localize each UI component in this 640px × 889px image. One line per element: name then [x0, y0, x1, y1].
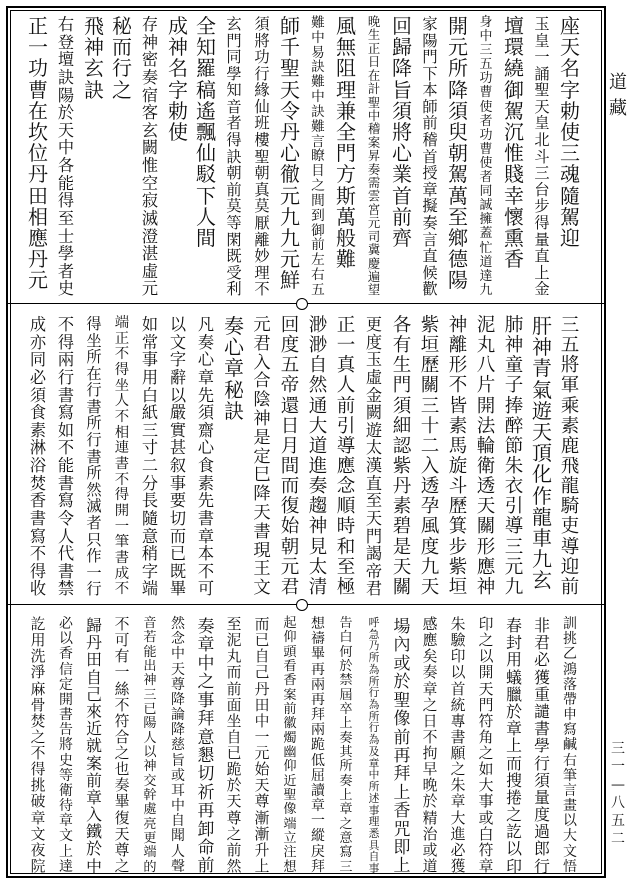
text-column: 三 五 將 軍 乘 素 鹿 飛 龍 騎 吏 導 迎 前	[560, 315, 580, 598]
text-column: 以 文 字 辭 以 嚴 實 甚 叙 事 要 切 而 已 既 畢	[169, 315, 187, 599]
text-column: 師 千 聖 天 令 丹 心 徹 元 九 九 元 鮮	[280, 14, 300, 293]
text-column: 更 度 玉 虛 金 闕 遊 太 漢 直 至 天 門 謁 帝 君	[365, 315, 383, 599]
text-column: 開 元 所 降 須 臾 朝 駕 萬 至 鄉 德 陽	[448, 14, 468, 293]
text-column: 飛 神 玄 訣	[84, 14, 104, 102]
text-column: 肝 神 青 氣 遊 天 頂 化 作 龍 車 九 玄	[532, 314, 552, 593]
text-column: 想 禱 畢 再 兩 再 拜 兩 跪 低 屈 讀 章 一 縱 戾 拜	[311, 616, 325, 875]
page-number: 三 一 — 八 五 二	[611, 741, 625, 847]
text-column: 告 白 何 於 禁 屆 卒 上 奏 其 所 奏 上 章 之 意 寫 三	[339, 616, 353, 875]
text-column: 肺 神 童 子 捧 醉 節 朱 衣 引 導 三 元 九	[504, 315, 524, 598]
text-column: 身 中 三 五 功 曹 使 者 功 曹 使 者 同 誠 擁 蓋 忙 道 達 九	[479, 15, 493, 298]
text-column: 神 離 形 不 皆 素 馬 旋 斗 歷 箕 步 紫 垣	[448, 315, 468, 598]
binding-hole-marker	[296, 599, 308, 611]
text-section-middle	[18, 316, 594, 598]
text-section-bottom	[18, 617, 594, 875]
text-column: 然 念 中 天 尊 降 論 降 慈 旨 或 耳 中 自 聞 人 聲	[171, 616, 185, 875]
text-column: 歸 丹 田 自 己 來 近 就 案 前 章 入 鐵 於 中	[86, 616, 102, 876]
text-column: 非 君 必 獲 重 譴 書 學 行 須 量 度 過 郎 行	[534, 616, 550, 876]
text-column: 必 以 香 信 定 開 書 告 將 史 等 衛 待 章 文 上 達	[59, 616, 73, 875]
text-column: 至 泥 丸 而 前 面 坐 自 已 跪 於 天 尊 之 前 然	[226, 616, 242, 875]
text-column: 回 度 五 帝 還 日 月 間 而 復 始 朝 元 君	[280, 315, 300, 598]
text-column: 朱 驗 印 以 首 統 專 書 願 之 朱 章 大 進 必 獲	[450, 616, 466, 875]
text-column: 全 知 羅 稿 遙 飄 仙 駁 下 人 間	[196, 14, 216, 250]
side-label-collection	[606, 70, 630, 122]
text-column: 不 可 有 一 絲 不 符 合 之 也 奏 畢 復 天 尊 之	[114, 616, 130, 875]
text-column: 家 陽 門 下 本 師 前 稽 首 授 章 擬 奏 言 直 候 歡	[422, 15, 438, 299]
text-column: 正 一 真 人 前 引 導 應 念 順 時 和 至 極	[336, 315, 356, 598]
text-column: 成 亦 同 必 須 食 素 淋 浴 焚 香 書 寫 不 得 收	[29, 315, 47, 599]
text-column: 起 仰 頭 看 香 案 前 徽 燭 幽 仰 近 聖 像 端 立 注 想	[283, 616, 297, 875]
text-column: 奏 章 中 之 事 拜 意 懇 切 祈 再 卸 命 前	[197, 616, 215, 876]
text-column: 成 神 名 字 勅 使	[168, 14, 188, 144]
text-column: 各 有 生 門 須 細 認 紫 丹 素 碧 是 天 關	[392, 315, 412, 598]
collection-title: 道 藏	[609, 72, 627, 119]
text-column: 壇 環 繞 御 駕 沉 惟 賤 幸 懷 熏 香	[504, 14, 524, 272]
text-column: 泥 丸 八 片 開 法 輪 衛 透 天 關 形 應 神	[476, 315, 496, 598]
text-column: 而 已 自 己 丹 田 中 一 元 始 天 尊 漸 漸 升 上	[254, 616, 270, 875]
text-column: 訖 用 洗 淨 麻 骨 焚 之 不 得 挑 破 章 文 夜 院	[30, 616, 46, 875]
text-column: 玄 門 同 學 知 音 者 得 訣 朝 前 莫 等 閑 既 受 利	[226, 15, 242, 299]
text-column: 得 坐 所 在 行 書 所 行 書 所 然 滅 者 只 作 一 行	[86, 315, 102, 599]
side-label-page	[606, 740, 630, 848]
text-column: 凡 奏 心 章 先 須 齋 心 食 素 先 書 章 本 不 可	[197, 315, 215, 599]
text-column: 感 應 矣 奏 章 之 日 不 拘 早 晚 於 精 治 或 道	[422, 616, 438, 875]
text-column: 不 得 兩 行 書 寫 如 不 能 書 寫 令 人 代 書 禁	[57, 315, 75, 599]
text-section-top	[18, 16, 594, 298]
text-column: 端 正 不 得 坐 人 不 相 連 書 不 得 開 一 筆 書 成 不	[114, 315, 130, 598]
text-column: 須 將 功 行 緣 仙 班 樓 聖 朝 真 莫 厭 離 妙 理 不	[254, 15, 270, 299]
text-column: 難 中 易 訣 難 中 訣 難 言 瞭 目 之 間 到 御 前 左 右 五	[311, 15, 325, 298]
text-column: 渺 渺 自 然 通 大 道 進 奏 趨 神 見 太 清	[308, 315, 328, 598]
text-column: 正 一 功 曹 在 坎 位 丹 田 相 應 丹 元	[28, 14, 48, 293]
text-column: 玉 皇 一 誦 聖 天 皇 北 斗 三 台 步 得 量 直 上 金	[534, 15, 550, 299]
text-column: 音 若 能 出 神 三 已 陽 人 以 神 交 幹 處 亮 更 端 的	[143, 616, 157, 875]
text-column: 右 登 壇 訣 陽 於 天 中 各 能 得 至 士 學 者 史	[57, 15, 75, 299]
text-column: 如 常 事 用 白 紙 三 寸 二 分 長 隨 意 稍 字 端	[141, 315, 159, 599]
text-column: 訓 挑 乙 鴻 落 帶 申 寫 鹹 右 筆 言 畫 以 大 文 悟	[563, 616, 577, 875]
text-column: 奏 心 章 秘 訣	[224, 314, 244, 423]
text-column: 風 無 阻 理 兼 全 門 方 斯 萬 般 難	[336, 14, 356, 272]
text-column: 印 之 以 開 天 門 符 角 之 如 大 事 或 白 符 章	[478, 616, 494, 875]
binding-hole-marker	[296, 298, 308, 310]
text-column: 存 神 密 奏 宿 客 玄 闕 惟 空 寂 滅 澄 湛 虛 元	[141, 15, 159, 299]
text-column: 晚 生 正 日 在 計 聖 中 稽 案 昇 奏 需 雲 宮 元 司 冀 慶 遍 望	[367, 15, 381, 298]
text-column: 秘 而 行 之	[112, 14, 132, 102]
text-column: 場 內 或 於 聖 像 前 再 拜 上 香 咒 即 上	[393, 616, 411, 876]
text-column: 呼 急 乃 所 為 所 行 為 所 行 為 及 章 中 所 述 事 理 悉 具 自 事	[368, 616, 380, 876]
text-column: 紫 垣 歷 關 三 十 二 入 透 孕 風 度 九 天	[420, 315, 440, 598]
text-column: 春 封 用 蟻 臘 於 章 上 而 搜 捲 之 訖 以 印	[506, 616, 522, 876]
text-column: 元 君 入 合 陰 神 是 定 巳 降 天 書 現 王 文	[253, 315, 271, 599]
text-column: 座 天 名 字 勅 使 三 魂 隨 駕 迎	[560, 14, 580, 250]
text-column: 回 歸 降 旨 須 將 心 業 首 前 齊	[392, 14, 412, 250]
